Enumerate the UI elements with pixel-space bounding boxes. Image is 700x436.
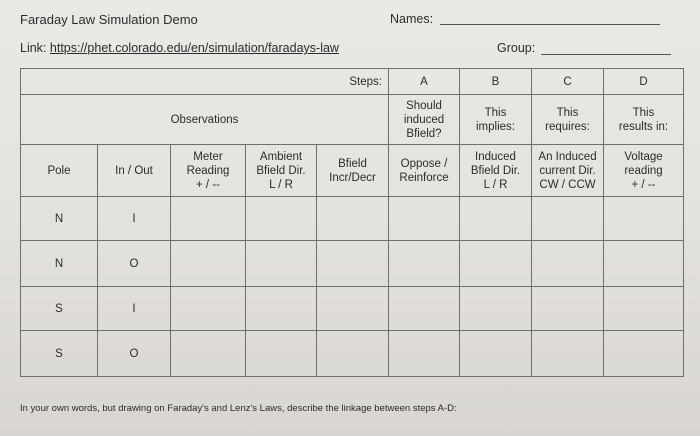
header-line: + / -- [631,178,656,191]
answer-cell[interactable] [532,197,604,241]
group-line [541,54,671,55]
questions-row [21,95,684,145]
step-a-line: Bfield? [406,127,442,140]
observations-cell [21,95,389,145]
answer-cell[interactable] [532,331,604,377]
header-line: An Induced [538,150,597,163]
in-out-cell: I [98,287,171,331]
pole-header: Pole [21,145,98,197]
answer-cell[interactable] [171,241,246,287]
step-b-line: This [484,106,507,119]
header-line: CW / CCW [539,178,596,191]
steps-row [21,69,684,95]
linkage-prompt: In your own words, but drawing on Faraday's and Lenz's Laws, describe the linkage between steps A-D: [20,403,457,414]
pole-cell: S [21,331,98,377]
names-line [440,24,660,25]
header-line: Incr/Decr [329,171,376,184]
step-a-line: induced [403,113,445,126]
answer-cell[interactable] [246,197,317,241]
answer-cell[interactable] [460,241,532,287]
answer-cell[interactable] [317,331,389,377]
pole-cell: N [21,241,98,287]
column-headers-row [21,145,684,197]
header-line: reading [624,164,663,177]
in-out-header: In / Out [98,145,171,197]
header-line: L / R [269,178,293,191]
answer-cell[interactable] [389,331,460,377]
names-label: Names: [390,12,434,26]
answer-cell[interactable] [389,197,460,241]
header-line: Bfield Dir. [470,164,521,177]
observation-table [20,68,684,377]
answer-cell[interactable] [460,197,532,241]
meter-reading-header [171,145,246,197]
answer-cell[interactable] [532,241,604,287]
header-line: Meter [193,150,223,163]
answer-cell[interactable] [171,287,246,331]
step-d-question [604,95,684,145]
simulation-link[interactable]: https://phet.colorado.edu/en/simulation/faradays-law [49,41,339,55]
pole-cell: N [21,197,98,241]
answer-cell[interactable] [317,241,389,287]
answer-cell[interactable] [389,287,460,331]
step-d-line: results in: [618,120,669,133]
ambient-bfield-header [246,145,317,197]
step-d-header: D [604,69,684,95]
step-a-line: Should [406,99,442,112]
step-a-header: A [389,69,460,95]
worksheet-title: Faraday Law Simulation Demo [20,12,198,27]
step-c-header: C [532,69,604,95]
header-line: Bfield [338,157,367,170]
answer-cell[interactable] [171,197,246,241]
header-line: Ambient [259,150,303,163]
table-row [21,287,684,331]
step-b-line: implies: [476,120,515,133]
header-line: Oppose / [400,157,448,170]
observations-label: Observations [170,113,239,126]
answer-cell[interactable] [246,331,317,377]
answer-cell[interactable] [604,331,684,377]
answer-cell[interactable] [317,287,389,331]
answer-cell[interactable] [171,331,246,377]
header-line: Reinforce [399,171,449,184]
answer-cell[interactable] [532,287,604,331]
step-d-line: This [632,106,655,119]
induced-bfield-header [460,145,532,197]
header-line: L / R [483,178,508,191]
group-label: Group: [497,41,536,55]
step-c-line: requires: [545,120,590,133]
header-line: + / -- [196,178,220,191]
in-out-cell: O [98,241,171,287]
answer-cell[interactable] [389,241,460,287]
induced-current-header [532,145,604,197]
bfield-incr-decr-header [317,145,389,197]
header-line: Voltage [624,150,663,163]
step-b-header: B [460,69,532,95]
answer-cell[interactable] [460,287,532,331]
step-c-line: This [556,106,579,119]
table-row [21,331,684,377]
header-line: Induced [475,150,516,163]
answer-cell[interactable] [604,241,684,287]
table-row [21,197,684,241]
answer-cell[interactable] [460,331,532,377]
header-line: Bfield Dir. [256,164,306,177]
answer-cell[interactable] [604,287,684,331]
answer-cell[interactable] [604,197,684,241]
in-out-cell: O [98,331,171,377]
answer-cell[interactable] [246,287,317,331]
step-b-question [460,95,532,145]
header-line: Reading [186,164,230,177]
oppose-reinforce-header [389,145,460,197]
answer-cell[interactable] [246,241,317,287]
link-label: Link: [20,41,47,55]
table-row [21,241,684,287]
pole-cell: S [21,287,98,331]
steps-label: Steps: [21,69,389,95]
header-line: current Dir. [539,164,596,177]
voltage-reading-header [604,145,684,197]
step-a-question [389,95,460,145]
in-out-cell: I [98,197,171,241]
answer-cell[interactable] [317,197,389,241]
link-row [20,41,339,55]
step-c-question [532,95,604,145]
